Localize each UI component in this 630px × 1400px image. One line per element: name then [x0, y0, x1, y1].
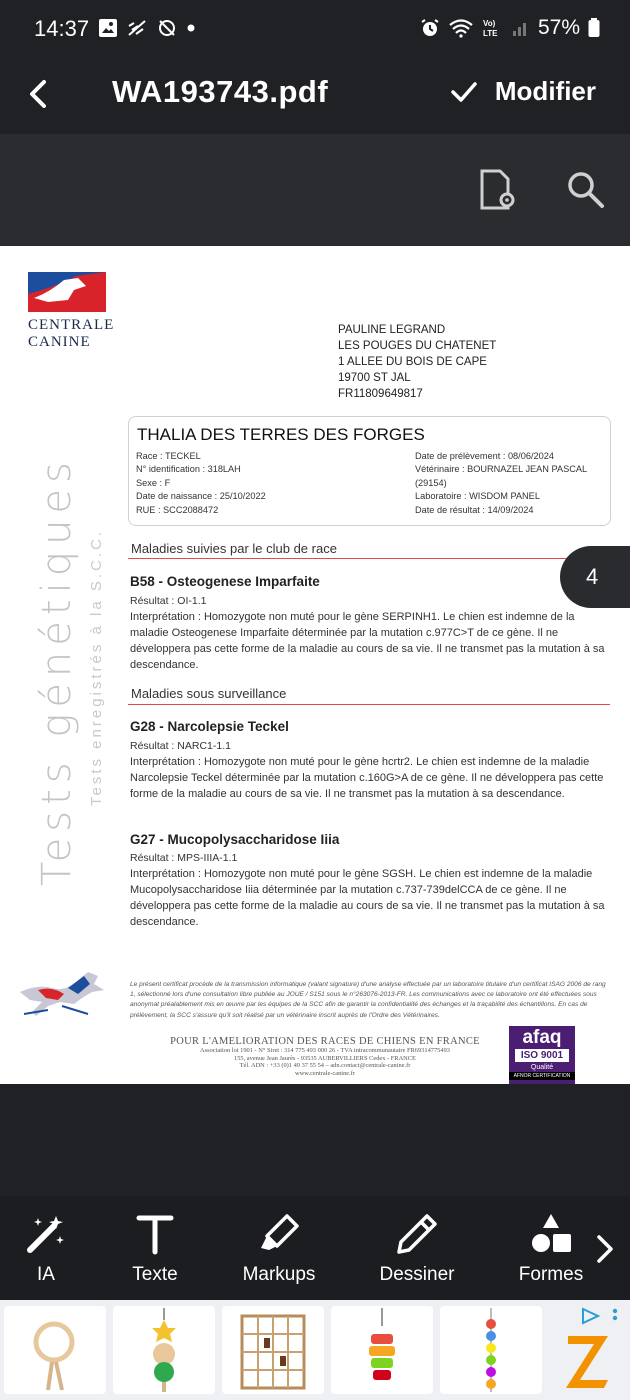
ad-product-image[interactable] — [331, 1306, 433, 1394]
tool-label: Formes — [518, 1264, 584, 1285]
logo-wordmark — [28, 317, 114, 351]
gallery-icon — [98, 18, 118, 38]
section-divider — [128, 704, 610, 705]
magic-wand-icon — [24, 1212, 68, 1256]
ad-banner[interactable] — [0, 1300, 630, 1400]
pdf-page[interactable] — [0, 246, 630, 1084]
shapes-icon — [529, 1212, 573, 1256]
pen-icon — [395, 1212, 439, 1256]
secondary-toolbar — [0, 134, 630, 246]
status-bar — [0, 0, 630, 58]
svg-text:Vo): Vo) — [482, 19, 496, 28]
afaq-certif: AFNOR CERTIFICATION — [509, 1072, 575, 1080]
bead-toy-icon — [440, 1306, 542, 1394]
afaq-iso-badge — [509, 1026, 575, 1084]
dog-details-right — [415, 450, 587, 517]
document-title: WA193743.pdf — [112, 74, 329, 109]
vertical-title: Tests génétiques — [34, 456, 80, 886]
disease-result: Résultat : MPS-IIIA-1.1 — [130, 852, 238, 864]
dog-detail: Date de prélèvement : 08/06/2024 — [415, 451, 554, 461]
tool-label: Markups — [242, 1264, 316, 1285]
alarm-icon — [420, 18, 440, 38]
cell-signal-icon — [512, 19, 530, 37]
organization-footer — [140, 1036, 510, 1077]
tool-ia[interactable] — [0, 1210, 101, 1286]
volte-icon — [482, 17, 504, 39]
footer-line: 155, avenue Jean Jaurès - 93535 AUBERVILLIERS Cedex - FRANCE — [234, 1054, 416, 1062]
net-toy-icon — [222, 1306, 324, 1394]
disease-interpretation: Interprétation : Homozygote non muté pour le gène SERPINH1. Le chien est indemne de la maladie Osteogenese Imparfaite déterminée par la mutation c.977C>T de ce gène. Il ne développera pas cette forme de la maladie au cours de sa vie. Il ne transmet pas la mutation à sa descendance. — [130, 611, 605, 671]
owner-line: FR11809649817 — [338, 388, 423, 400]
dog-detail: Race : TECKEL — [136, 451, 201, 461]
ad-product-image[interactable] — [440, 1306, 542, 1394]
footer-org-name: POUR L'AMELIORATION DES RACES DE CHIENS EN FRANCE — [170, 1036, 480, 1047]
svg-text:LTE: LTE — [482, 29, 498, 38]
owner-line: LES POUGES DU CHATENET — [338, 340, 497, 352]
search-icon[interactable] — [566, 170, 606, 210]
tool-label: Dessiner — [379, 1264, 455, 1285]
tool-draw[interactable] — [362, 1210, 472, 1286]
signal-slash-icon — [126, 18, 148, 38]
zooplus-logo-icon — [564, 1330, 612, 1390]
section-heading: Maladies suivies par le club de race — [131, 541, 337, 556]
dog-detail: Vétérinaire : BOURNAZEL JEAN PASCAL — [415, 464, 588, 475]
disease-interpretation: Interprétation : Homozygote non muté pour le gène hcrtr2. Le chien est indemne de la maladie Narcolepsie Teckel déterminée par la mutation c.160G>A de ce gène. Il ne développera pas cette forme de la maladie au cours de sa vie. Il ne transmet pas la mutation à sa descendance. — [130, 756, 604, 800]
section-divider — [128, 558, 610, 559]
edit-button[interactable] — [451, 76, 596, 107]
tool-markups[interactable] — [224, 1210, 334, 1286]
disease-title: G28 - Narcolepsie Teckel — [130, 719, 289, 734]
app-header — [0, 58, 630, 134]
owner-line: 19700 ST JAL — [338, 372, 411, 384]
ring-toy-icon — [4, 1306, 106, 1394]
footer-line: Association loi 1901 - N° Siret : 314 775 493 000 26 - TVA intracommunautaire FR69314775493 — [200, 1047, 450, 1054]
wifi-icon — [448, 18, 474, 38]
afaq-norm: ISO 9001 — [515, 1049, 569, 1062]
status-time: 14:37 — [34, 16, 90, 41]
document-settings-icon[interactable] — [478, 168, 518, 212]
dog-detail: N° identification : 318LAH — [136, 464, 241, 475]
ball-toy-icon — [113, 1306, 215, 1394]
owner-address — [338, 322, 496, 402]
page-number: 4 — [586, 564, 599, 589]
dog-detail: (29154) — [415, 477, 447, 488]
logo-line-1: CENTRALE — [28, 317, 115, 333]
disease-title: G27 - Mucopolysaccharidose Iiia — [130, 832, 340, 847]
tool-text[interactable] — [100, 1210, 210, 1286]
owner-line: PAULINE LEGRAND — [338, 324, 446, 336]
dog-detail: Date de naissance : 25/10/2022 — [136, 491, 266, 502]
dog-detail: RUE : SCC2088472 — [136, 504, 219, 515]
disease-result: Résultat : NARC1-1.1 — [130, 740, 231, 752]
notification-icons — [98, 18, 196, 38]
system-icons — [420, 16, 600, 40]
tool-label: IA — [37, 1264, 55, 1285]
footer-line: Tél. ADN : +33 (0)1 49 37 55 54 – adn.contact@centrale-canine.fr — [239, 1062, 411, 1070]
edit-label: Modifier — [494, 76, 596, 106]
disease-interpretation: Interprétation : Homozygote non muté pour le gène SGSH. Le chien est indemne de la maladie Mucopolysaccharidose Iiia déterminée par la mutation c.737-739delCCA de ce gène. Il ne développera pas cette forme de la maladie au cours de sa vie. Il ne transmet pas la mutation à sa descendance. — [130, 868, 605, 928]
battery-percent: 57% — [537, 16, 580, 39]
logo-line-2: CANINE — [28, 334, 91, 350]
edit-toolbar — [0, 1196, 630, 1300]
legal-disclaimer: Le présent certificat procède de la transmission informatique (valant signature) d'une analyse effectuée par un laboratoire titulaire d'un certificat ISAG 2006 de rang 1, sélectionné lors d'une consultation libre publiée au JOUE / S151 sous le n°263076-2013-FR. Les communications avec ce laboratoire ont été effectuées sous anonymat préalablement mis en œuvre par les équipes de la SCC afin de garantir la confidentialité des échanges et la traçabilité des échantillons. En cas de prélèvement, la SCC s'assure qu'il soit réalisé par un vétérinaire inscrit auprès de l'Ordre des Vétérinaires. — [130, 981, 606, 1019]
dog-name: THALIA DES TERRES DES FORGES — [137, 425, 425, 444]
chevron-right-icon[interactable] — [594, 1234, 616, 1264]
dog-detail: Sexe : F — [136, 477, 171, 488]
ad-choices-icon[interactable] — [580, 1306, 602, 1326]
ad-more-icon[interactable] — [610, 1308, 620, 1328]
back-arrow-icon[interactable] — [22, 74, 56, 114]
text-icon — [135, 1212, 175, 1256]
tool-label: Texte — [132, 1264, 178, 1285]
section-heading: Maladies sous surveillance — [131, 686, 287, 701]
vertical-subtitle: Tests enregistrés à la S.C.C. — [88, 528, 105, 806]
centrale-canine-logo-icon — [28, 272, 106, 312]
highlighter-icon — [257, 1212, 301, 1256]
dog-details-left — [136, 450, 266, 517]
dog-detail: Date de résultat : 14/09/2024 — [415, 504, 534, 515]
battery-icon — [588, 18, 600, 38]
checkmark-icon — [451, 81, 477, 103]
dot-icon — [186, 23, 196, 33]
no-sim-icon — [156, 18, 178, 38]
disease-result: Résultat : OI-1.1 — [130, 595, 207, 607]
colorful-toy-icon — [331, 1306, 433, 1394]
afaq-brand: afaq — [522, 1027, 562, 1048]
afaq-quality: Qualité — [530, 1064, 554, 1071]
tool-shapes[interactable] — [496, 1210, 606, 1286]
ad-product-image[interactable] — [222, 1306, 324, 1394]
owner-line: 1 ALLEE DU BOIS DE CAPE — [338, 356, 487, 368]
running-dog-logo-icon — [18, 966, 108, 1022]
disease-title: B58 - Osteogenese Imparfaite — [130, 574, 320, 589]
footer-line: www.centrale-canine.fr — [295, 1069, 355, 1077]
page-number-badge[interactable] — [560, 546, 630, 608]
dog-info-box — [128, 416, 611, 526]
ad-product-image[interactable] — [113, 1306, 215, 1394]
ad-product-image[interactable] — [4, 1306, 106, 1394]
dog-detail: Laboratoire : WISDOM PANEL — [415, 491, 540, 502]
